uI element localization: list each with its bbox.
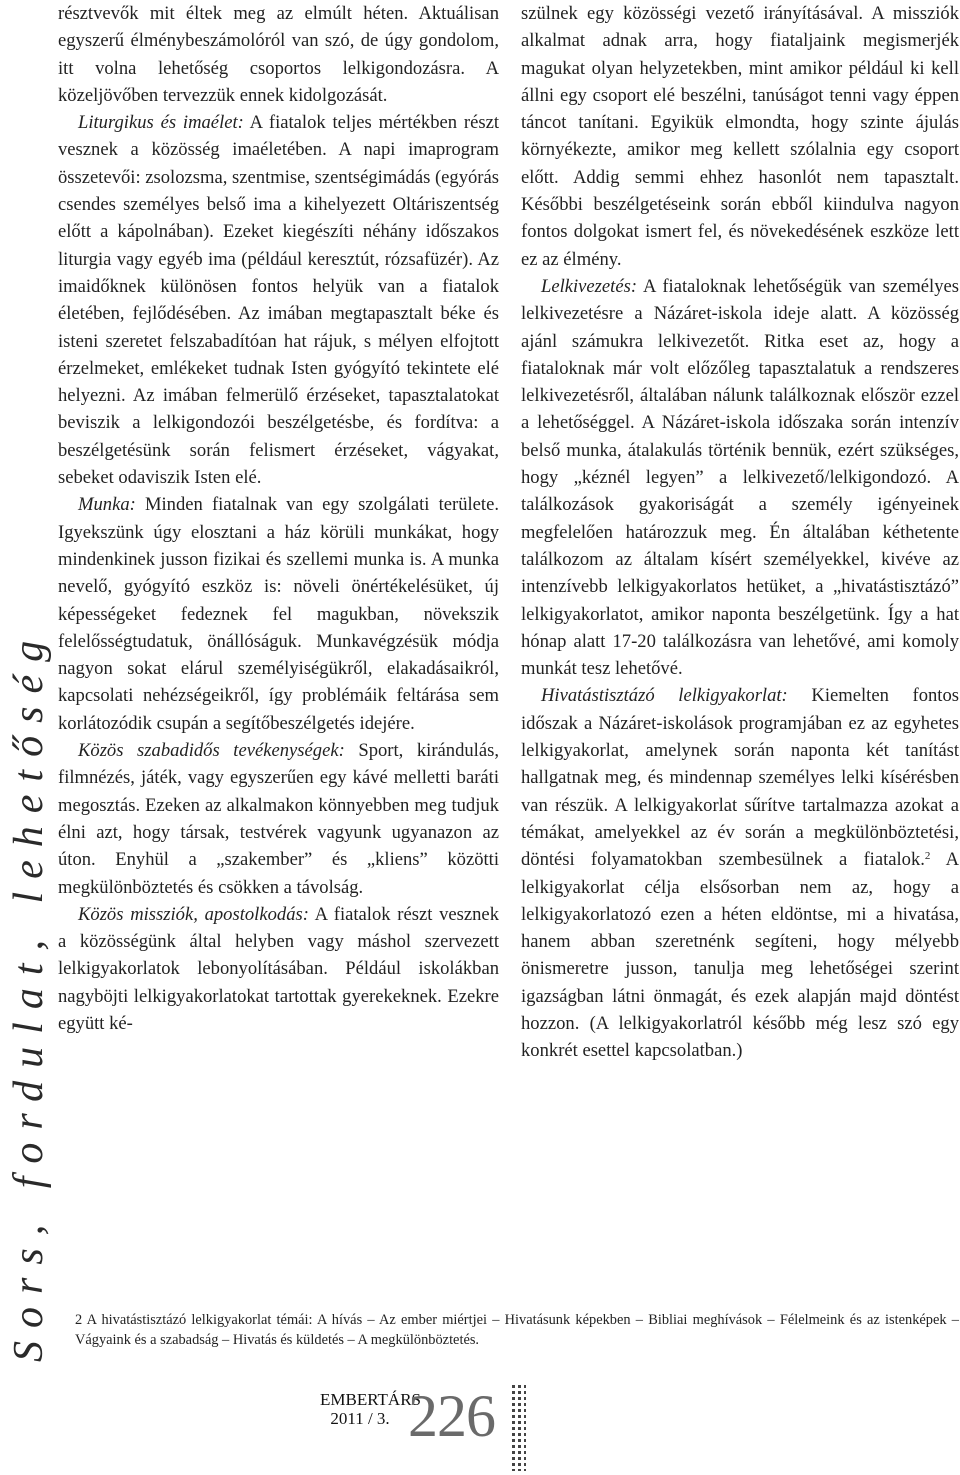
paragraph (58, 737, 499, 901)
paragraph (521, 273, 959, 682)
footnote: 2 A hivatástisztázó lelkigyakorlat témái: A hívás – Az ember miértjei – Hivatásunk képekben – Bibliai meghívások – Félelmeink és az istenképek – Vágyaink és a szabadság – Hivatás és küldetés – A megkülönböztetés. (75, 1312, 959, 1348)
paragraph-text: A lelkigyakorlat célja elsősorban nem az, hogy a lelkigyakorlatozó ezen a héten eldöntse, mi a hivatása, hanem abban szeretnénk segíteni, hogy mélyebb önismeretre jusson, tanulja meg lehetőségei szerint igazságban látni önmagát, és ezek alapján majd döntést hozzon. (A lelkigyakorlatról később még lesz szó egy konkrét esettel kapcsolatban.) (521, 849, 959, 1062)
paragraph-text: A fiatalok teljes mértékben részt vesznek a közösség imaéletében. A napi imaprogram összetevői: zsolozsma, szentmise, szentségimádás (egyórás csendes személyes belső ima a kihelyezett Oltáriszentség előtt a kápolnában). Ezeket kiegészíti néhány időszakos liturgia vagy egyéb ima (például keresztút, rózsafüzér). Az imaidőknek különösen fontos helyük van a fiatalok életében, fejlődésében. Az imában megtapasztalt béke és isteni szeretet felszabadítóan hat rájuk, s mélyen elfojtott érzelmeket, emlékeket tudnak Isten gyógyító tekintete elé helyezni. Az imában felmerülő érzéseket, tapasztalatokat beviszik a lelkigondozói beszélgetésbe, és fordítva: a beszélgetésünk során felismert érzéseket, vágyakat, sebeket odaviszik Isten elé. (58, 112, 499, 489)
section-heading: Lelkivezetés: (541, 275, 638, 297)
decorative-dots (512, 1385, 526, 1471)
section-heading: Közös szabadidős tevékenységek: (78, 740, 345, 762)
page-number: 226 (408, 1383, 495, 1449)
section-heading: Munka: (78, 494, 136, 516)
paragraph (521, 682, 959, 1064)
footnote-reference: 2 (924, 850, 931, 863)
section-heading: Közös missziók, apostolkodás: (78, 903, 309, 925)
right-column (521, 0, 959, 1065)
paragraph-text: Minden fiatalnak van egy szolgálati területe. Igyekszünk úgy elosztani a ház körüli munkákat, hogy mindenkinek jusson fizikai és szellemi munka is. A munka nevelő, gyógyító eszköz is: növeli önértékelésüket, új képességeket fedeznek fel magukban, növekszik felelősségtudatuk, önállóságuk. Munkavégzésük módja nagyon sokat elárul személyiségükről, elakadásaikról, kapcsolati nehézségeikről, így problémáik feltárása sem korlátozódik csupán a segítőbeszélgetés idejére. (58, 494, 499, 734)
paragraph-text: A fiataloknak lehetőségük van személyes lelkivezetésre a Názáret-iskola ideje alatt. A közösség ajánl számukra lelkivezetőt. Ritka eset az, hogy a fiataloknak már volt előzőleg tapasztalatuk a rendszeres lelkivezetésről, általában nálunk találkoznak először ezzel a lehetőséggel. A Názáret-iskola időszaka során intenzív belső munka, átalakulás történik bennük, ezért szükséges, hogy „kéznél legyen” a lelkivezető/lelkigondozó. A találkozások gyakoriságát a személy igényeinek megfelelően határozzuk meg. Én általában kéthetente találkozom az általam kísért személyekkel, kivéve az intenzívebb lelkigyakorlatos hetüket, a „hivatástisztázó” lelkigyakorlatot, amikor naponta beszélgetünk. Így a hat hónap alatt 17-20 találkozásra van lehetővé, ami komoly munkát tesz lehetővé. (521, 275, 959, 680)
paragraph: résztvevők mit éltek meg az elmúlt héten. Aktuálisan egyszerű élménybeszámolóról van szó, de úgy gondolom, itt volna lehetőség csoportos lelkigondozásra. A közeljövőben tervezzük ennek kidolgozását. (58, 3, 499, 106)
journal-masthead (320, 1390, 421, 1428)
section-heading: Hivatástisztázó lelkigyakorlat: (541, 685, 788, 707)
paragraph-text: Sport, kirándulás, filmnézés, játék, vagy egyszerűen egy kávé melletti baráti megosztás. Ezeken az alkalmakon könnyebben meg tudjuk élni azt, hogy társak, testvérek vagyunk ugyanazon az úton. Enyhül a „szakember” és „kliens” közötti megkülönböztetés és csökken a távolság. (58, 740, 499, 898)
left-column (58, 0, 499, 1037)
paragraph-text: A fiatalok részt vesznek a közösségünk által helyben vagy máshol szervezett lelkigyakorlatok lebonyolításában. Például iskolákban nagyböjti lelkigyakorlatokat tartottak gyerekeknek. Ezekre együtt ké- (58, 903, 499, 1034)
paragraph: szülnek egy közösségi vezető irányításával. A missziók alkalmat adnak arra, hogy fiataljaink megismerjék magukat olyan helyzetekben, mint amikor például ki kell állni egy csoport elé beszélni, tanúságot tenni vagy éppen táncot tanítani. Egyikük elmondta, hogy szinte ájulás környékezte, amikor meg kellett szólalnia egy csoport előtt. Addig semmi ehhez hasonlót nem tapasztalt. Későbbi beszélgetéseink során ebből kiindulva nagyon fontos dolgokat ismert fel, és növekedésének eszköze lett ez az élmény. (521, 3, 959, 270)
paragraph (58, 109, 499, 491)
paragraph (58, 901, 499, 1037)
running-title: Sors, fordulat, lehetőség (6, 627, 52, 1362)
paragraph-text: Kiemelten fontos időszak a Názáret-iskolások programjában ez az egyhetes lelkigyakorlat, amelynek során naponta két tanítást hallgatnak meg, és mindennap személyes lelki kísérésben van részük. A lelkigyakorlat sűrítve tartalmazza azokat a témákat, amelyekkel az év során a megkülönböztetési, döntési folyamatokban szembesülnek a fiatalok. (521, 685, 960, 871)
journal-name: EMBERTÁRS (320, 1390, 421, 1409)
journal-issue: 2011 / 3. (330, 1409, 390, 1428)
paragraph (58, 491, 499, 737)
section-heading: Liturgikus és imaélet: (78, 112, 244, 134)
